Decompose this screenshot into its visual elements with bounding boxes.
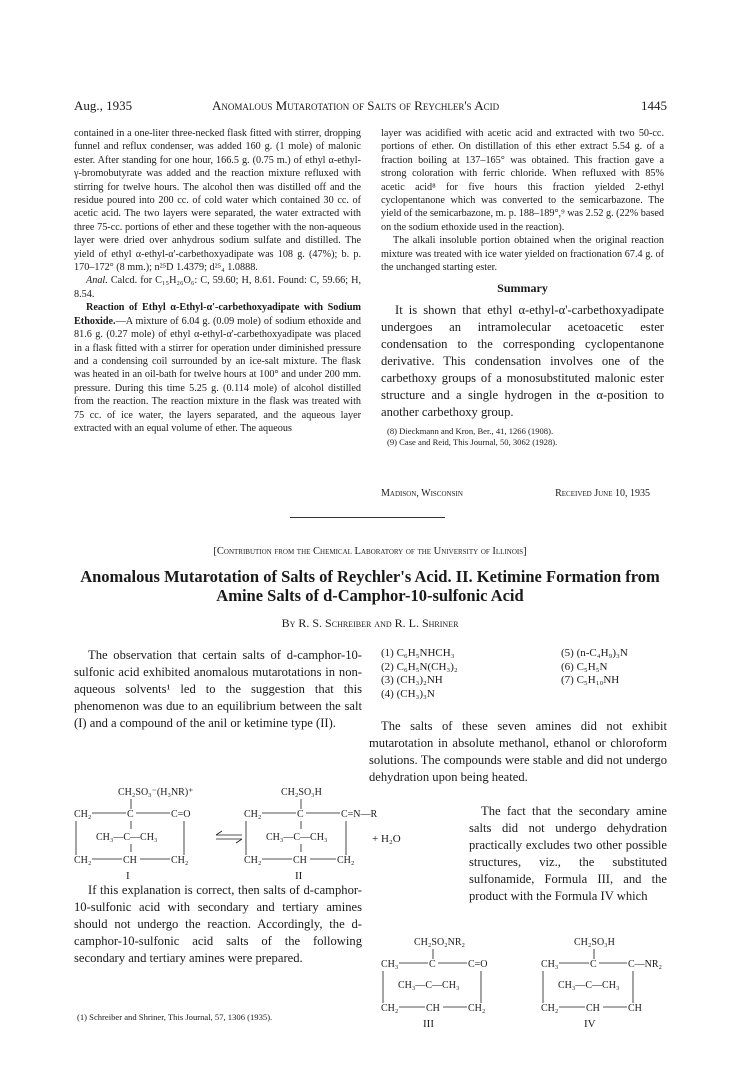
amine-row (381, 688, 681, 702)
plus-water: + H₂O (372, 833, 401, 845)
results-paragraph-1-wrap (369, 718, 667, 786)
summary-text-wrap (381, 302, 664, 421)
title-line-2: Amine Salts of d-Camphor-10-sulfonic Acid (216, 586, 524, 605)
struct-IV-ch: CH (586, 1003, 600, 1014)
footnote-1: (1) Schreiber and Shriner, This Journal, 57, 1306 (1935). (77, 1012, 273, 1022)
struct-I-ch2: CH₂ (74, 809, 92, 820)
struct-I-ch3ch3: CH₃—C—CH₃ (96, 832, 158, 843)
label-II: II (295, 870, 303, 882)
struct-IV-ch-right: CH (628, 1003, 642, 1014)
struct-I-ch2-bottom: CH₂ (74, 855, 92, 866)
footnote-9: (9) Case and Reid, This Journal, 50, 3062 (1928). (387, 436, 558, 447)
byline: By R. S. Schreiber and R. L. Shriner (281, 616, 459, 630)
struct-III-co: C=O (468, 959, 488, 970)
summary-text: It is shown that ethyl α-ethyl-α'-carbethoxyadipate undergoes an intramolecular acetoacetic ester condensation to the corresponding cyclopentanone derivative. This condensation involves one of the carbethoxy groups of a monosubstituted malonic ester structure and a single hydrogen in the α-position to another carbethoxy group. (381, 302, 664, 419)
struct-IV-ch2-bottom: CH₂ (541, 1003, 559, 1014)
top-footnotes (381, 426, 664, 448)
amine-7: (7) C₅H₁₀NH (561, 674, 620, 687)
signature-received: Received June 10, 1935 (555, 488, 650, 499)
hypothesis-paragraph: If this explanation is correct, then salts of d-camphor-10-sulfonic acid with secondary and tertiary amines should not undergo the reaction. Accordingly, the d-camphor-10-sulfonic acid salts of the following secondary and tertiary amines were prepared. (74, 883, 362, 965)
amine-6: (6) C₅H₅N (561, 660, 608, 673)
struct-I-ch: CH (123, 855, 137, 866)
struct-II-cnr: C=N—R (341, 809, 378, 820)
reaction-text: —A mixture of 6.04 g. (0.09 mole) of sodium ethoxide and 81.6 g. (0.27 mole) of ethyl α-ethyl-α'-carbethoxyadipate was placed in a flask fitted with a stirrer for operation under diminished pressure and a condensing coil surrounded by an ice-salt mixture. The flask was heated in an oil-bath for twelve hours at 100° and under 200 mm. pressure. During this time 5.25 g. (0.114 mole) of alcohol distilled from the reaction. The reaction mixture in the flask was treated with 75 cc. of ice water, the layers separated, and the aqueous layer extracted with an equal volume of ether. The aqueous (74, 315, 361, 434)
section-divider (290, 517, 445, 518)
anal-label: Anal. (86, 275, 108, 287)
header-page-number: 1445 (641, 98, 667, 113)
struct-I-top: CH₂SO₃⁻(H₃NR)⁺ (118, 787, 194, 798)
struct-I-co: C=O (171, 809, 191, 820)
header-title: Anomalous Mutarotation of Salts of Reychler's Acid (212, 98, 500, 113)
signature-place: Madison, Wisconsin (381, 488, 463, 499)
hypothesis-column (74, 882, 362, 967)
anal-text: Calcd. for C₁₅H₂₆O₆: C, 59.60; H, 8.61. Found: C, 59.66; H, 8.54. (74, 275, 361, 300)
struct-III-ch2-bottom: CH₂ (381, 1003, 399, 1014)
intro-paragraph: The observation that certain salts of d-camphor-10-sulfonic acid exhibited anomalous mutarotations in non-aqueous solvents¹ led to the suggestion that this phenomenon was due to an equilibrium between the salt (I) and a compound of the anil or ketimine type (II). (74, 648, 362, 730)
struct-IV-ch3: CH₃ (541, 959, 559, 970)
intro-column (74, 647, 362, 732)
struct-II-top: CH₂SO₃H (281, 787, 322, 798)
amine-row (381, 674, 681, 688)
struct-III-c: C (429, 959, 436, 970)
amine-1: (1) C₆H₅NHCH₃ (381, 647, 455, 659)
label-IV: IV (584, 1018, 596, 1030)
struct-III-ch3: CH₃ (381, 959, 399, 970)
amine-row (381, 647, 681, 661)
struct-II-ch2-bottom: CH₂ (244, 855, 262, 866)
reaction-heading: Reaction of Ethyl α-Ethyl-α'-carbethoxyadipate with Sodium Ethoxide. (74, 302, 361, 327)
amine-row (381, 661, 681, 675)
structures-III-IV (381, 935, 681, 1035)
struct-IV-c: C (590, 959, 597, 970)
footnote-8: (8) Dieckmann and Kron, Ber., 41, 1266 (1908). (387, 425, 554, 436)
contribution-line: [Contribution from the Chemical Laboratory of the University of Illinois] (213, 546, 527, 557)
struct-II-c: C (297, 809, 304, 820)
results-paragraph-2: The fact that the secondary amine salts did not undergo dehydration practically excludes two other possible structures, viz., the substituted sulfonamide, Formula III, and the product with the Formula IV which (469, 804, 667, 903)
struct-II-ch: CH (293, 855, 307, 866)
header-date: Aug., 1935 (74, 98, 133, 113)
struct-I-c: C (127, 809, 134, 820)
top-left-column (74, 127, 361, 435)
struct-II-ch3ch3: CH₃—C—CH₃ (266, 832, 328, 843)
amine-2: (2) C₆H₅N(CH₃)₂ (381, 660, 458, 673)
label-I: I (126, 870, 130, 882)
paragraph-acidified: layer was acidified with acetic acid and extracted with two 50-cc. portions of ether. On distillation of this ether extract 5.54 g. of a fraction boiling at 137–165° was obtained. This fraction gave a strong coloration with ferric chloride. When refluxed with 85% acetic acid⁸ for five hours this fraction yielded 2-ethyl cyclopentanone which was converted to the semicarbazone. The yield of the semicarbazone, m. p. 188–189°,⁹ was 2.52 g. (22% based on the sodium ethoxide used in the reaction). (381, 128, 664, 233)
analysis-line (74, 274, 361, 301)
article-title (60, 567, 680, 605)
struct-III-ch3ch3: CH₃—C—CH₃ (398, 980, 460, 991)
top-right-column (381, 127, 664, 448)
paragraph-reaction (74, 301, 361, 435)
signature-line (381, 488, 650, 499)
results-paragraph-2-wrap (469, 803, 667, 905)
struct-III-ch: CH (426, 1003, 440, 1014)
title-line-1: Anomalous Mutarotation of Salts of Reychler's Acid. II. Ketimine Formation from (80, 567, 660, 586)
paragraph-alkali: The alkali insoluble portion obtained when the original reaction mixture was treated with ice water yielded on fractionation 67.4 g. of the unchanged starting ester. (381, 235, 664, 274)
struct-II-ch2-right: CH₂ (337, 855, 355, 866)
struct-III-ch2-right: CH₂ (468, 1003, 486, 1014)
amine-5: (5) (n-C₄H₉)₃N (561, 647, 628, 659)
struct-II-ch2: CH₂ (244, 809, 262, 820)
summary-heading: Summary (497, 281, 548, 296)
struct-IV-top: CH₂SO₃H (574, 937, 615, 948)
struct-I-ch2-right: CH₂ (171, 855, 189, 866)
paragraph-preparation: contained in a one-liter three-necked flask fitted with stirrer, dropping funnel and reflux condenser, was added 160 g. (1 mole) of malonic ester. After standing for one hour, 166.5 g. (0.75 m.) of ethyl α-ethyl-γ-bromobutyrate was added and the reaction mixture refluxed with stirring for twelve hours. The alcohol then was distilled off and the residue poured into 200 cc. of cold water which contained 30 cc. of acetic acid. The two layers were separated, the water extracted with three 75-cc. portions of ether and these together with the non-aqueous layer were dried over anhydrous sodium sulfate and distilled. The yield of ethyl α-ethyl-α'-carbethoxyadipate was 108 g. (47%); b. p. 170–172° (8 mm.); n²⁵D 1.4379; d²⁵₄ 1.0888. (74, 128, 361, 274)
results-paragraph-1: The salts of these seven amines did not exhibit mutarotation in absolute methanol, ethanol or chloroform solutions. The compounds were stable and did not undergo dehydration upon being heated. (369, 719, 667, 784)
amine-4: (4) (CH₃)₃N (381, 687, 435, 700)
label-III: III (423, 1018, 434, 1030)
amine-list (381, 647, 681, 701)
struct-III-top: CH₂SO₂NR₂ (414, 937, 466, 948)
struct-IV-ch3ch3: CH₃—C—CH₃ (558, 980, 620, 991)
struct-IV-cnr2: C—NR₂ (628, 959, 663, 970)
amine-3: (3) (CH₃)₂NH (381, 674, 443, 687)
